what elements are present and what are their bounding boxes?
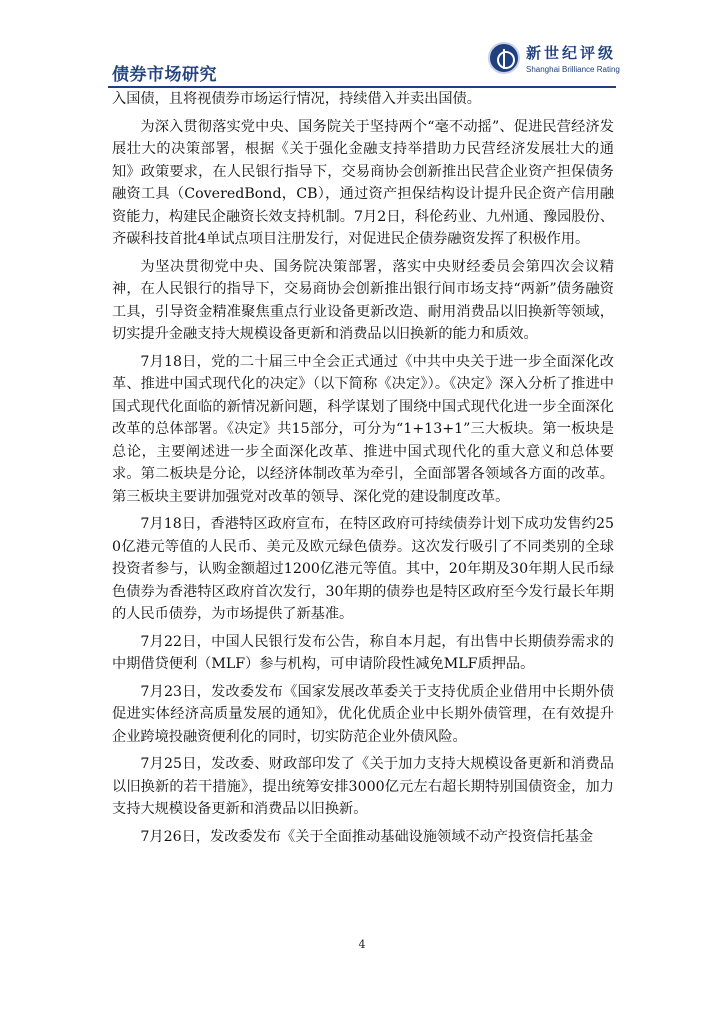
paragraph: 7月25日，发改委、财政部印发了《关于加力支持大规模设备更新和消费品以旧换新的若干措施》，提出统筹安排3000亿元左右超长期特别国债资金，加力支持大规模设备更新和消费品以旧换新。 xyxy=(112,756,614,817)
logo-english-name: Shanghai Brilliance Rating xyxy=(526,65,620,74)
paragraph: 为深入贯彻落实党中央、国务院关于坚持两个“毫不动摇”、促进民营经济发展壮大的决策部署，根据《关于强化金融支持举措助力民营经济发展壮大的通知》政策要求，在人民银行指导下，交易商协会创新推出民营企业资产担保债务融资工具（CoveredBond，CB），通过资产担保结构设计提升民企资产信用融资能力，构建民企融资长效支持机制。7月2日，科伦药业、九州通、豫园股份、齐碳科技首批4单试点项目注册发行，对促进民企债券融资发挥了积极作用。 xyxy=(112,118,614,247)
paragraph: 7月18日，香港特区政府宣布，在特区政府可持续债券计划下成功发售约250亿港元等值的人民币、美元及欧元绿色债券。这次发行吸引了不同类别的全球投资者参与，认购金额超过1200亿港元等值。其中，20年期及30年期人民币绿色债券为香港特区政府首次发行，30年期的债券也是特区政府至今发行最长年期的人民币债券，为市场提供了新基准。 xyxy=(112,516,614,622)
paragraph: 入国债，且将视债券市场运行情况，持续借入并卖出国债。 xyxy=(112,91,481,107)
paragraph: 7月26日，发改委发布《关于全面推动基础设施领域不动产投资信托基金 xyxy=(140,828,594,845)
brand-logo xyxy=(488,40,618,82)
page-number: 4 xyxy=(358,938,366,951)
logo-emblem-icon xyxy=(488,42,520,74)
paragraph: 7月23日，发改委发布《国家发展改革委关于支持优质企业借用中长期外债促进实体经济高质量发展的通知》，优化优质企业中长期外债管理，在有效提升企业跨境投融资便利化的同时，切实防范企业外债风险。 xyxy=(112,683,614,745)
paragraph: 7月22日，中国人民银行发布公告，称自本月起，有出售中长期债券需求的中期借贷便利（MLF）参与机构，可申请阶段性减免MLF质押品。 xyxy=(112,633,614,672)
paragraph: 为坚决贯彻党中央、国务院决策部署，落实中央财经委员会第四次会议精神，在人民银行的指导下，交易商协会创新推出银行间市场支持“两新”债务融资工具，引导资金精准聚焦重点行业设备更新改造、耐用消费品以旧换新等领域，切实提升金融支持大规模设备更新和消费品以旧换新的能力和质效。 xyxy=(112,258,614,342)
report-header-title: 债券市场研究 xyxy=(112,65,217,85)
paragraph: 7月18日，党的二十届三中全会正式通过《中共中央关于进一步全面深化改革、推进中国式现代化的决定》（以下简称《决定》）。《决定》深入分析了推进中国式现代化面临的新情况新问题，科学谋划了围绕中国式现代化进一步全面深化改革的总体部署。《决定》共15部分，可分为“1+13+1”三大板块。第一板块是总论，主要阐述进一步全面深化改革、推进中国式现代化的重大意义和总体要求。第二板块是分论，以经济体制改革为牵引，全面部署各领域各方面的改革。第三板块主要讲加强党对改革的领导、深化党的建设制度改革。 xyxy=(112,353,614,505)
document-body xyxy=(112,88,614,853)
logo-chinese-name: 新世纪评级 xyxy=(526,44,617,62)
